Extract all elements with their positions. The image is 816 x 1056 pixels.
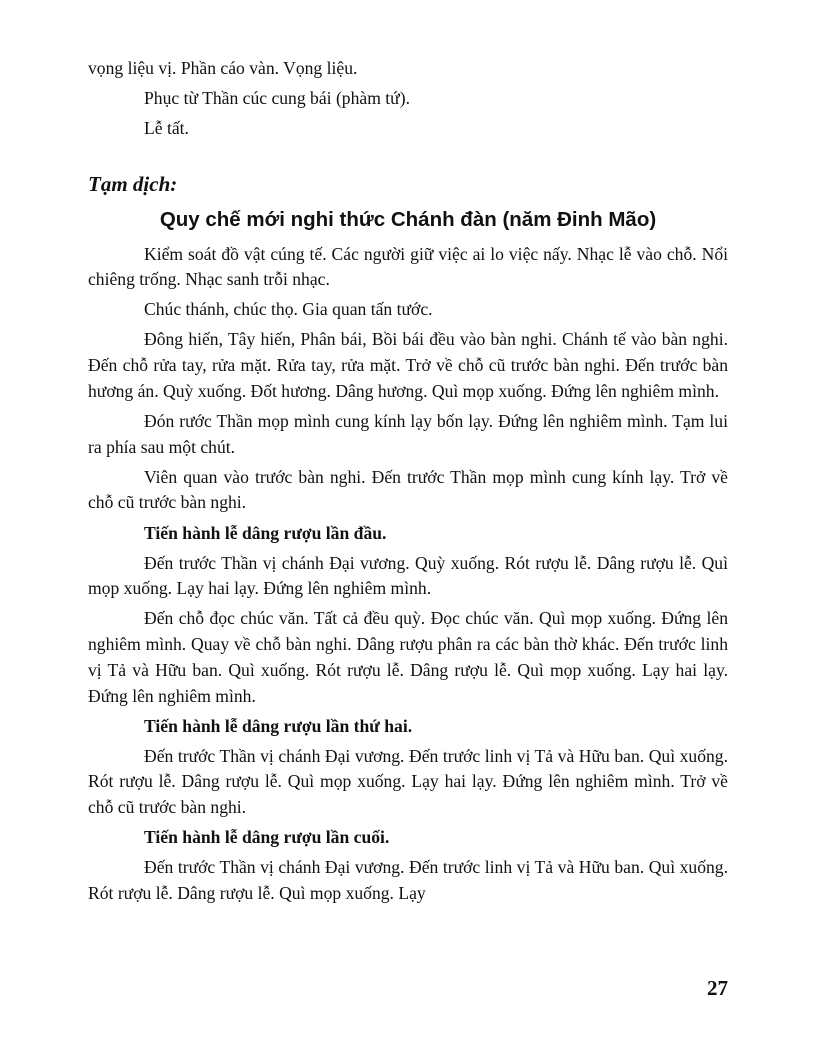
paragraph: Đón rước Thần mọp mình cung kính lạy bốn lạy. Đứng lên nghiêm mình. Tạm lui ra phía sau một chút.: [88, 410, 728, 457]
paragraph: Đến trước Thần vị chánh Đại vương. Đến trước linh vị Tả và Hữu ban. Quì xuống. Rót rượu lễ. Dâng rượu lễ. Quì mọp xuống. Lạy hai lạy. Đứng lên nghiêm mình. Trở về chỗ cũ trước bàn nghi.: [88, 745, 728, 818]
paragraph: Đông hiến, Tây hiến, Phân bái, Bồi bái đều vào bàn nghi. Chánh tế vào bàn nghi. Đến chỗ rửa tay, rửa mặt. Rửa tay, rửa mặt. Trở về chỗ cũ trước bàn nghi. Đến trước bàn hương án. Quỳ xuống. Đốt hương. Dâng hương. Quì mọp xuống. Đứng lên nghiêm mình.: [88, 329, 728, 401]
paragraph: Đến chỗ đọc chúc văn. Tất cả đều quỳ. Đọc chúc văn. Quì mọp xuống. Đứng lên nghiêm mình. Quay về chỗ bàn nghi. Dâng rượu phân ra các bàn thờ khác. Đến trước linh vị Tả và Hữu ban. Quì xuống. Rót rượu lễ. Dâng rượu lễ. Quì mọp xuống. Lạy hai lạy. Đứng lên nghiêm mình.: [88, 608, 728, 706]
paragraph: Chúc thánh, chúc thọ. Gia quan tấn tước.: [144, 299, 433, 320]
document-page: [88, 56, 728, 911]
section-title: Quy chế mới nghi thức Chánh đàn (năm Đinh Mão): [159, 207, 657, 231]
subheading: Tiến hành lễ dâng rượu lần đầu.: [144, 522, 387, 543]
paragraph: Kiểm soát đồ vật cúng tế. Các người giữ việc ai lo việc nấy. Nhạc lễ vào chỗ. Nổi chiêng trống. Nhạc sanh trỗi nhạc.: [88, 243, 728, 290]
paragraph: Viên quan vào trước bàn nghi. Đến trước Thần mọp mình cung kính lạy. Trở về chỗ cũ trước bàn nghi.: [88, 466, 728, 513]
paragraph: Đến trước Thần vị chánh Đại vương. Đến trước linh vị Tả và Hữu ban. Quì xuống. Rót rượu lễ. Dâng rượu lễ. Quì mọp xuống. Lạy: [88, 857, 728, 904]
paragraph: Đến trước Thần vị chánh Đại vương. Quỳ xuống. Rót rượu lễ. Dâng rượu lễ. Quì mọp xuống. Lạy hai lạy. Đứng lên nghiêm mình.: [88, 552, 728, 599]
page-number: 27: [707, 976, 728, 1000]
paragraph: Phục từ Thần cúc cung bái (phàm tứ).: [144, 88, 410, 109]
subheading: Tiến hành lễ dâng rượu lần cuối.: [144, 827, 390, 848]
subheading: Tiến hành lễ dâng rượu lần thứ hai.: [144, 715, 413, 736]
paragraph-continued: vọng liệu vị. Phần cáo vàn. Vọng liệu.: [88, 58, 358, 78]
section-label: Tạm dịch:: [88, 171, 178, 196]
paragraph: Lễ tất.: [144, 118, 189, 139]
